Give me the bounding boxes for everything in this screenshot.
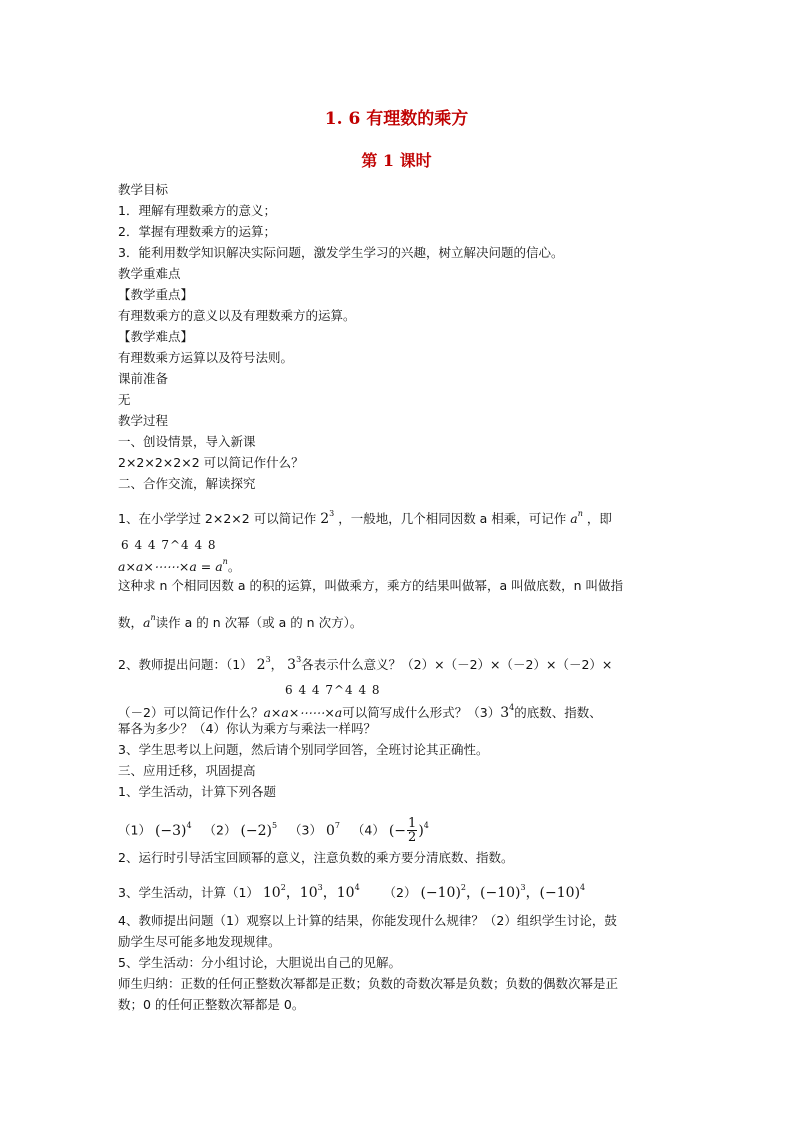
question-2-line-2 [118, 700, 602, 721]
goal-1: 1．理解有理数乘方的意义； [118, 203, 276, 218]
p2-part-a: 数， [118, 615, 144, 630]
summary-line-1: 师生归纳：正数的任何正整数次幂都是正数；负数的奇数次幂是负数；负数的偶数次幂是正 [118, 976, 619, 991]
math-2-cubed: $2^3$ [320, 509, 335, 527]
underbrace-2: 6 4 4 7^4 4 8 [285, 683, 381, 697]
prep-text: 无 [118, 392, 131, 407]
q2-part-a: 2、教师提出问题：（1） [118, 657, 253, 672]
formula-1-body: a×a×⋯⋯×a = a [118, 559, 223, 574]
formula-1 [118, 554, 240, 575]
fraction-one-half: $\frac{1}{2}$ [408, 816, 417, 845]
goal-3: 3．能利用数学知识解决实际问题，激发学生学习的兴趣，树立解决问题的信心。 [118, 245, 564, 260]
process-heading: 教学过程 [118, 413, 169, 428]
q2-line2-a: （－2）可以简记作什么？ [118, 705, 264, 720]
activity-3-a: 3、学生活动，计算（1） [118, 885, 259, 900]
question-3: 3、学生思考以上问题，然后请个别同学回答，全班讨论其正确性。 [118, 742, 489, 757]
exercise-row [118, 817, 429, 844]
math-3-fourth: $3^4$ [500, 703, 515, 721]
powers-of-ten: $10^2$，$10^3$，$10^4$ [262, 883, 360, 901]
p1-part-c: ，即 [586, 511, 612, 526]
paragraph-2-line-1: 这种求 n 个相同因数 a 的积的运算，叫做乘方，乘方的结果叫做幂，a 叫做底数，n 叫做指 [118, 578, 624, 593]
guide-text: 2、运行时引导活宝回顾幂的意义，注意负数的乘方要分清底数、指数。 [118, 850, 514, 865]
exercise-1-label: （1） [118, 822, 151, 838]
step3-heading: 三、应用迁移，巩固提高 [118, 763, 256, 778]
math-2-cubed-b: $2^3$ [256, 655, 271, 673]
exercise-4-expr: (− $\frac{1}{2}$ )$^4$ [388, 816, 429, 845]
q2-formula: a×a×⋯⋯×a [263, 705, 343, 720]
activity-3-b: （2） [383, 885, 417, 900]
p1-part-b: ，一般地，几个相同因数 a 相乘，可记作 [338, 511, 567, 526]
question-2-line-3: 幂各为多少？（4）你认为乘方与乘法一样吗？ [118, 721, 376, 736]
lesson-subtitle: 第 1 课时 [361, 151, 432, 170]
question-4-line-2: 励学生尽可能多地发现规律。 [118, 934, 281, 949]
powers-of-neg-ten: $(-10)^2$，$(-10)^3$，$(-10)^4$ [420, 883, 586, 901]
focus-text: 有理数乘方的意义以及有理数乘方的运算。 [118, 308, 356, 323]
p2-part-b: 读作 a 的 n 次幂（或 a 的 n 次方）。 [155, 615, 363, 630]
exercise-3-expr: $0^7$ [325, 820, 340, 839]
exercise-4-label: （4） [351, 822, 385, 838]
q2-part-b: ， [270, 657, 284, 672]
formula-1-exponent: n [222, 557, 228, 566]
paragraph-2-line-2 [118, 610, 362, 631]
goals-heading: 教学目标 [118, 182, 169, 197]
math-a-n-2: $a^n$ [143, 613, 156, 630]
step2-heading: 二、合作交流，解读探究 [118, 476, 256, 491]
step1-text: 2×2×2×2×2 可以简记作什么？ [118, 455, 304, 470]
q2-line2-c: 的底数、指数、 [514, 705, 602, 720]
goal-2: 2．掌握有理数乘方的运算； [118, 224, 276, 239]
prep-heading: 课前准备 [118, 371, 169, 386]
math-3-cubed: $3^3$ [287, 655, 302, 673]
q2-line2-b: 可以简写成什么形式？（3） [342, 705, 501, 720]
activity-1: 1、学生活动，计算下列各题 [118, 784, 276, 799]
activity-5: 5、学生活动：分小组讨论，大胆说出自己的见解。 [118, 955, 401, 970]
exercise-1-expr: $(-3)^4$ [154, 820, 192, 839]
page-title: 1. 6 有理数的乘方 [324, 109, 469, 129]
math-a-n: $a^n$ [570, 509, 583, 526]
exercise-2-expr: $(-2)^5$ [240, 820, 278, 839]
exercise-3-label: （3） [289, 822, 322, 838]
activity-3 [118, 880, 585, 901]
exercise-2-label: （2） [203, 822, 237, 838]
key-heading: 教学重难点 [118, 266, 181, 281]
summary-line-2: 数；0 的任何正整数次幂都是 0。 [118, 997, 305, 1012]
paragraph-1 [118, 506, 612, 527]
step1-heading: 一、创设情景，导入新课 [118, 434, 256, 449]
question-4-line-1: 4、教师提出问题（1）观察以上计算的结果，你能发现什么规律？（2）组织学生讨论，鼓 [118, 913, 617, 928]
difficulty-label: 【教学难点】 [118, 329, 194, 344]
difficulty-text: 有理数乘方运算以及符号法则。 [118, 350, 294, 365]
formula-1-end: 。 [227, 559, 241, 574]
p1-part-a: 1、在小学学过 2×2×2 可以简记作 [118, 511, 317, 526]
question-2-line-1 [118, 652, 612, 673]
underbrace-1: 6 4 4 7^4 4 8 [121, 538, 217, 552]
q2-part-c: 各表示什么意义？（2）×（－2）×（－2）×（－2）× [301, 657, 613, 672]
focus-label: 【教学重点】 [118, 287, 194, 302]
